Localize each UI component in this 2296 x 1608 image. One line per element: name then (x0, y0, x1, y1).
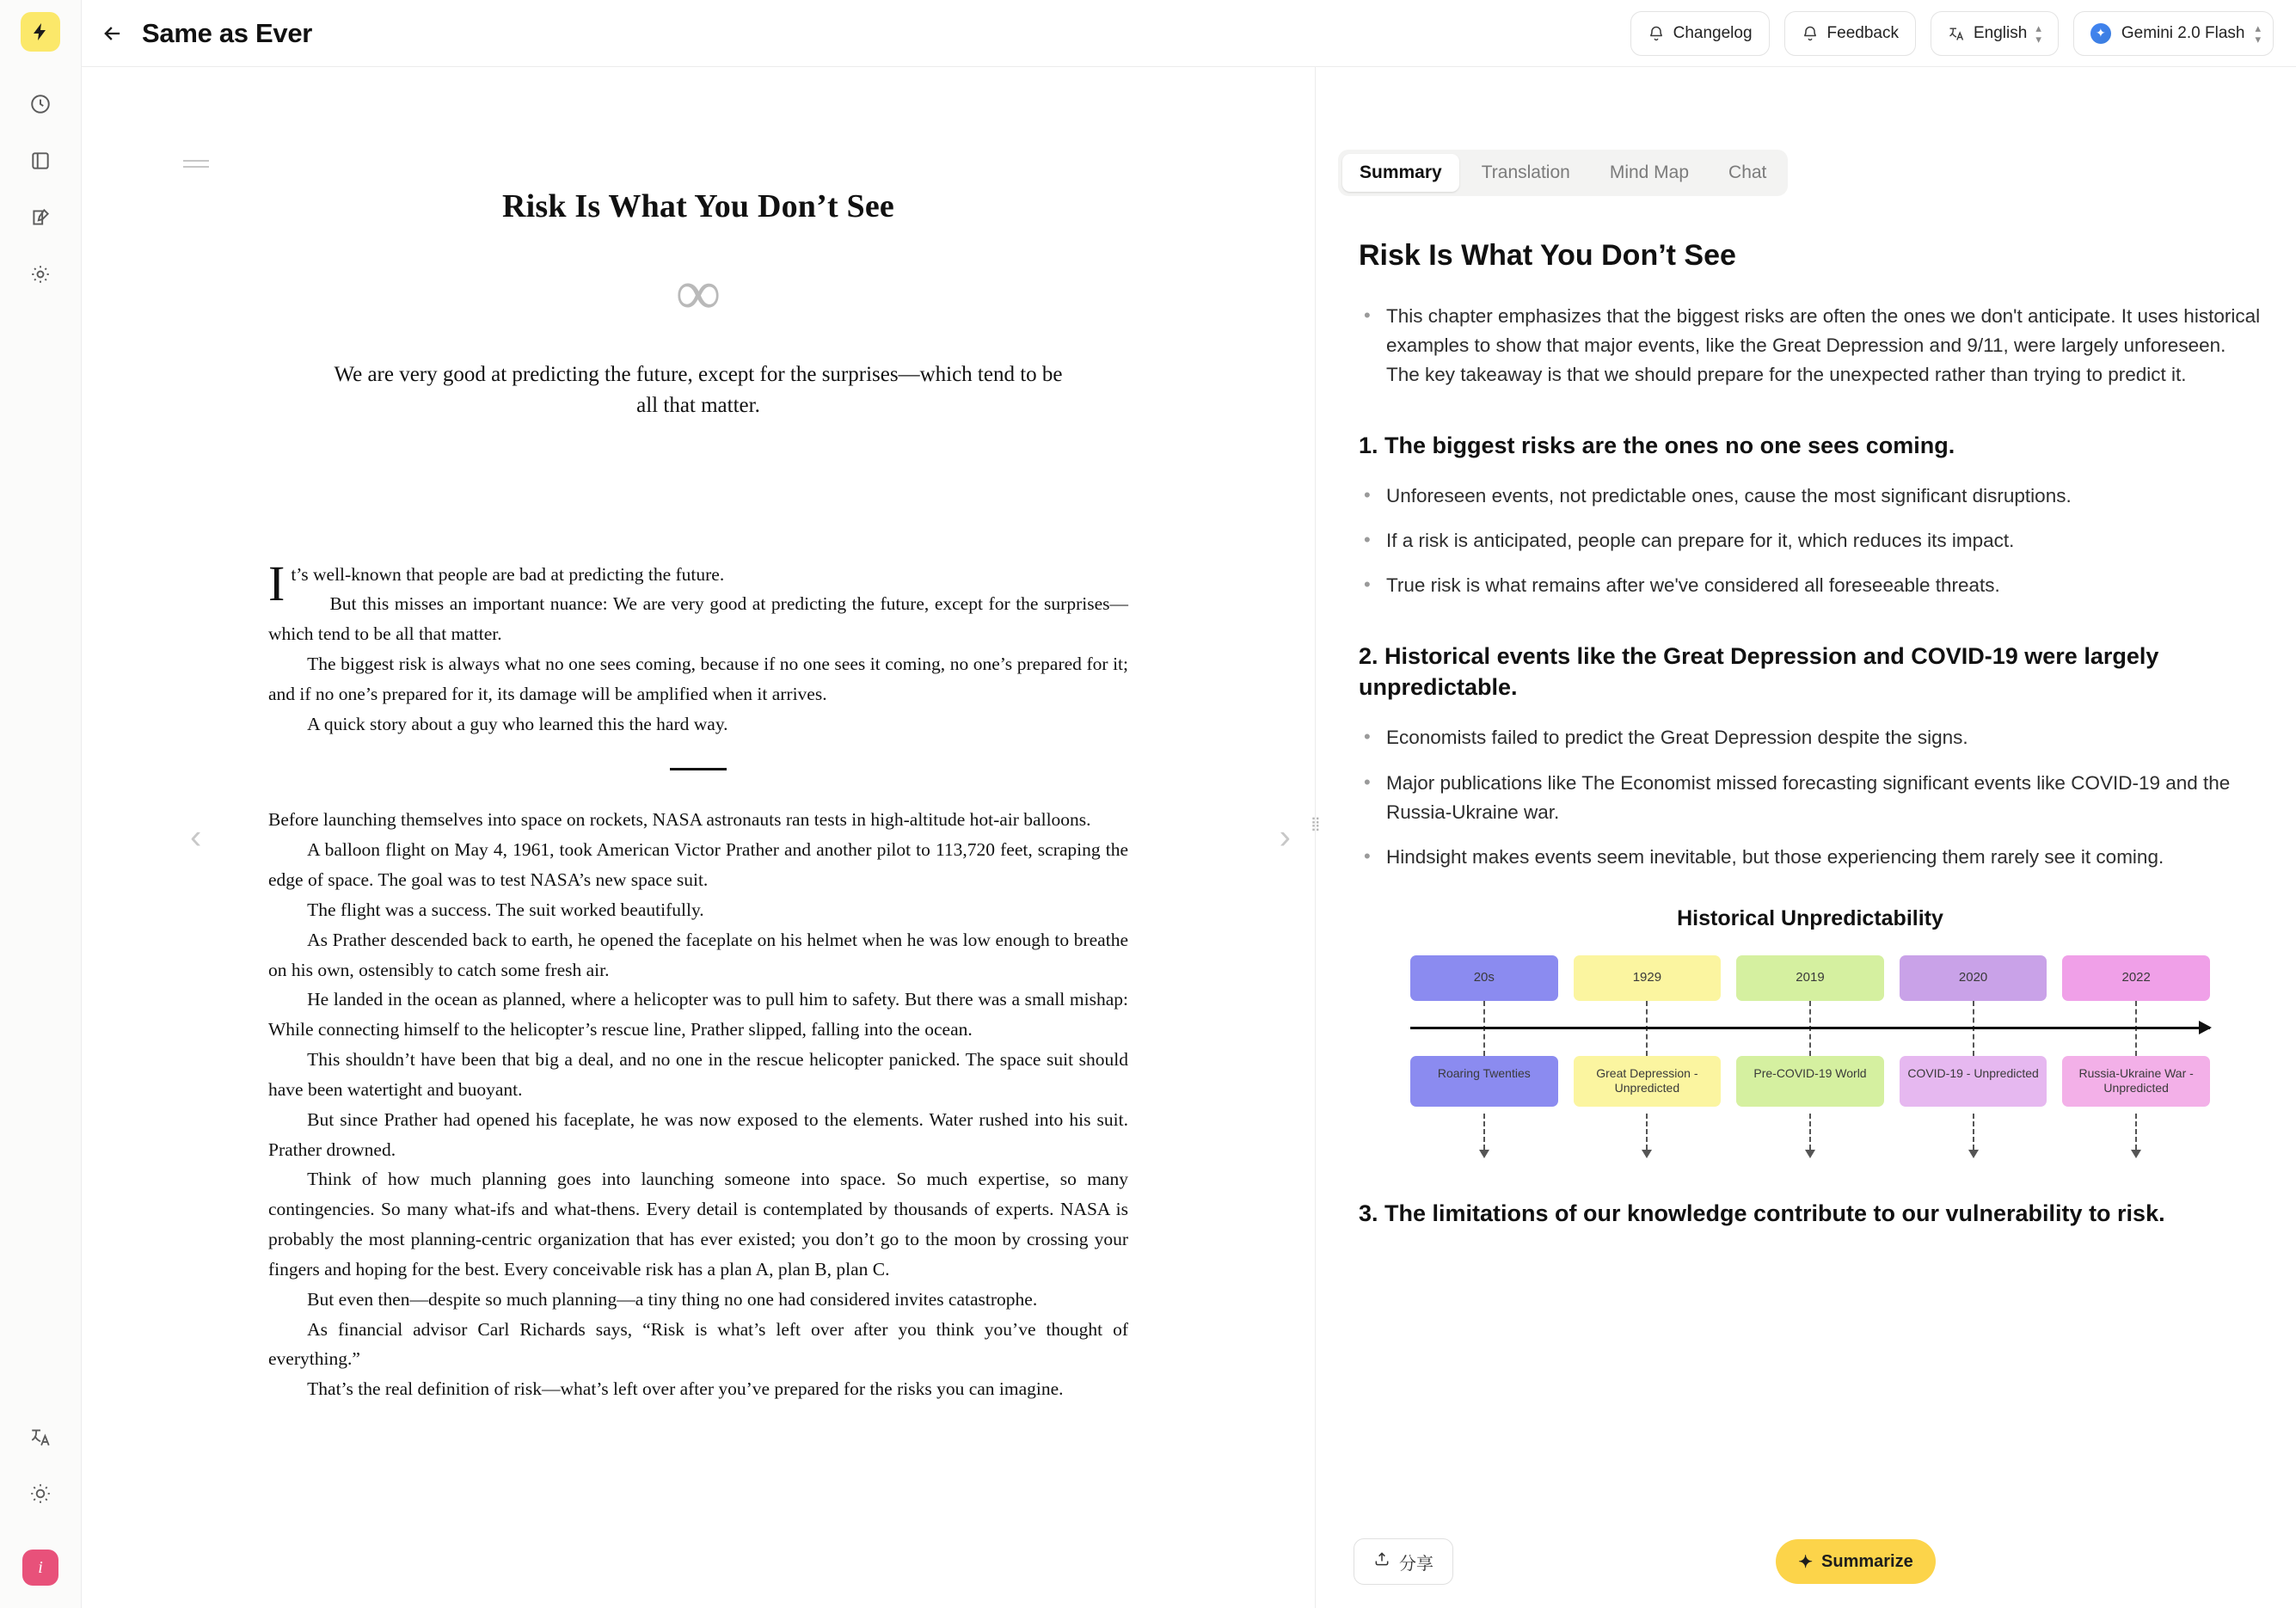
gemini-icon: ✦ (2090, 23, 2111, 44)
list-item: • Economists failed to predict the Great Depression despite the signs. (1359, 723, 2262, 752)
paragraph: That’s the real definition of risk—what’s left over after you’ve prepared for the risks you can imagine. (307, 1378, 1064, 1400)
timeline-arrow-line (1410, 1027, 2210, 1029)
timeline-label: Russia-Ukraine War - Unpredicted (2062, 1056, 2210, 1107)
paragraph-text: t’s well-known that people are bad at predicting the future. (291, 563, 725, 585)
prev-page-button[interactable]: ‹ (190, 818, 202, 856)
paragraph: But this misses an important nuance: We are very good at predicting the future, except for the surprises—which tend to be all that matter. (268, 593, 1128, 645)
page-title: Same as Ever (142, 17, 313, 48)
left-rail (0, 0, 82, 1608)
language-selector[interactable] (1931, 11, 2059, 56)
sparkle-icon: ✦ (1798, 1552, 1814, 1572)
paragraph: But even then—despite so much planning—a tiny thing no one had considered invites catastrophe. (307, 1288, 1038, 1310)
lightning-logo[interactable] (21, 12, 60, 52)
paragraph: A balloon flight on May 4, 1961, took American Victor Prather and another pilot to 113,720 feet, scraping the edge of space. The goal was to test NASA’s new space suit. (268, 839, 1128, 891)
list-item: • True risk is what remains after we've considered all foreseeable threats. (1359, 571, 2262, 600)
timeline-label: COVID-19 - Unpredicted (1900, 1056, 2047, 1107)
theme-toggle-icon[interactable] (21, 1474, 60, 1513)
paragraph: He landed in the ocean as planned, where a helicopter was to pull him to safety. But there was a small mishap: While connecting himself to the helicopter’s rescue line, Prather slipped, falling into the ocean. (268, 989, 1128, 1040)
tab-translation[interactable]: Translation (1481, 163, 1570, 182)
model-selector[interactable] (2073, 11, 2274, 56)
arrow-left-icon[interactable] (95, 16, 130, 51)
ornament-infinity-icon: ∞ (675, 258, 721, 328)
summary-title: Risk Is What You Don’t See (1359, 239, 1736, 272)
assistant-panel (1311, 67, 2296, 1608)
timeline-chip: 2020 (1900, 955, 2047, 1001)
epigraph: We are very good at predicting the future, except for the surprises—which tend to be all that matter. (334, 363, 1063, 418)
timeline-downarrow (1574, 1114, 1722, 1158)
paragraph: The biggest risk is always what no one sees coming, because if no one sees it coming, no one’s prepared for it; and if no one’s prepared for it, its damage will be amplified when it arrives. (268, 653, 1128, 704)
timeline-label: Roaring Twenties (1410, 1056, 1558, 1107)
translate-icon (1948, 25, 1965, 42)
next-page-button[interactable]: › (1279, 818, 1291, 856)
share-label: 分享 (1399, 1554, 1433, 1574)
book-icon[interactable] (21, 141, 60, 181)
rail-bottom (21, 1417, 60, 1608)
chapter-title: Risk Is What You Don’t See (501, 188, 894, 224)
tab-chat[interactable]: Chat (1728, 163, 1767, 182)
avatar[interactable]: i (22, 1550, 58, 1586)
bell-icon (1648, 25, 1665, 42)
panel-tabs (1338, 150, 1788, 196)
list-item: • Major publications like The Economist missed forecasting significant events like COVID‑19 and the Russia‑Ukraine war. (1359, 769, 2262, 827)
timeline-label: Great Depression - Unpredicted (1574, 1056, 1722, 1107)
content-split (82, 67, 2296, 1608)
changelog-button[interactable] (1630, 11, 1770, 56)
summary-content (1316, 196, 2296, 1608)
body-block-1 (268, 555, 1128, 1405)
list-item: • Unforeseen events, not predictable ones, cause the most significant disruptions. (1359, 482, 2262, 511)
timeline-downarrow (1410, 1114, 1558, 1158)
reader-pane (82, 67, 1316, 1608)
summary-intro-list (1359, 302, 2262, 390)
clock-history-icon[interactable] (21, 84, 60, 124)
note-edit-icon[interactable] (21, 198, 60, 237)
summary-section-2-heading: 2. Historical events like the Great Depression and COVID‑19 were largely unpredictable. (1359, 642, 2159, 700)
timeline-bottom-row (1410, 1056, 2210, 1107)
summary-section-1-heading: 1. The biggest risks are the ones no one sees coming. (1359, 432, 1955, 458)
timeline-axis (1410, 1001, 2210, 1056)
summarize-label: Summarize (1821, 1551, 1913, 1571)
bell-icon (1802, 25, 1819, 42)
topbar-actions (1630, 11, 2274, 56)
gear-icon[interactable] (21, 255, 60, 294)
timeline-downarrow (2062, 1114, 2210, 1158)
model-label: Gemini 2.0 Flash (2121, 23, 2245, 42)
tab-summary[interactable]: Summary (1342, 154, 1459, 192)
timeline-downarrow (1900, 1114, 2047, 1158)
chevron-updown-icon: ▴ ▾ (2035, 21, 2041, 46)
timeline-label: Pre-COVID-19 World (1736, 1056, 1884, 1107)
list-item: • If a risk is anticipated, people can prepare for it, which reduces its impact. (1359, 526, 2262, 555)
share-upload-icon (1373, 1550, 1390, 1573)
top-bar (82, 0, 2296, 67)
paragraph: Before launching themselves into space on rockets, NASA astronauts ran tests in high-altitude hot-air balloons. (268, 809, 1091, 831)
paragraph: Think of how much planning goes into launching someone into space. So much expertise, so many contingencies. So many what-ifs and what-thens. Every detail is contemplated by thousands of experts. NASA is probably the most planning-centric organization that has ever existed; you don’t go to the moon by crossing your fingers and hoping for the best. Every conceivable risk has a plan A, plan B, plan C. (268, 1169, 1128, 1280)
paragraph: But since Prather had opened his faceplate, he was now exposed to the elements. Water rushed into his suit. Prather drowned. (268, 1108, 1128, 1160)
paragraph: A quick story about a guy who learned this the hard way. (307, 713, 728, 734)
section-divider (670, 768, 727, 770)
changelog-label: Changelog (1673, 23, 1753, 42)
summary-section-3-heading: 3. The limitations of our knowledge contribute to our vulnerability to risk. (1359, 1200, 2165, 1226)
paragraph: The flight was a success. The suit worked beautifully. (307, 899, 704, 920)
paragraph (268, 555, 1128, 611)
feedback-button[interactable] (1784, 11, 1916, 56)
paragraph: As Prather descended back to earth, he opened the faceplate on his helmet when he was low enough to breathe on his own, ostensibly to catch some fresh air. (268, 929, 1128, 980)
list-item: • This chapter emphasizes that the biggest risks are often the ones we don't anticipate. It uses historical examples to show that major events, like the Great Depression and 9/11, were largely unforeseen. The key takeaway is that we should prepare for the unexpected rather than trying to predict it. (1359, 302, 2262, 390)
summary-section-1-list (1359, 482, 2262, 601)
timeline-chip: 20s (1410, 955, 1558, 1001)
timeline-top-row (1410, 955, 2210, 1001)
timeline-chip: 1929 (1574, 955, 1722, 1001)
timeline-chip: 2022 (2062, 955, 2210, 1001)
list-item: • Hindsight makes events seem inevitable, but those experiencing them rarely see it coming. (1359, 843, 2262, 872)
book-page (268, 67, 1128, 1404)
share-button[interactable] (1354, 1538, 1453, 1585)
figure-title: Historical Unpredictability (1677, 906, 1943, 931)
language-label: English (1973, 23, 2028, 42)
summarize-button[interactable] (1776, 1539, 1935, 1584)
main-area (82, 0, 2296, 1608)
paragraph: This shouldn’t have been that big a deal, and no one in the rescue helicopter panicked. The space suit should have been watertight and buoyant. (268, 1049, 1128, 1100)
feedback-label: Feedback (1826, 23, 1899, 42)
paragraph: As financial advisor Carl Richards says, “Risk is what’s left over after you think you’ve thought of everything.” (268, 1318, 1128, 1370)
timeline-figure (1359, 906, 2262, 1158)
summary-section-2-list (1359, 723, 2262, 872)
timeline-chip: 2019 (1736, 955, 1884, 1001)
timeline (1359, 955, 2262, 1158)
panel-resize-handle[interactable]: ⣿ (1311, 817, 1319, 832)
tab-mind-map[interactable]: Mind Map (1609, 163, 1690, 182)
toc-toggle-icon[interactable] (183, 160, 209, 172)
timeline-downarrows (1410, 1114, 2210, 1158)
drop-cap: I (268, 555, 285, 611)
chevron-updown-icon: ▴ ▾ (2255, 21, 2261, 46)
translate-icon[interactable] (21, 1417, 60, 1457)
timeline-downarrow (1736, 1114, 1884, 1158)
